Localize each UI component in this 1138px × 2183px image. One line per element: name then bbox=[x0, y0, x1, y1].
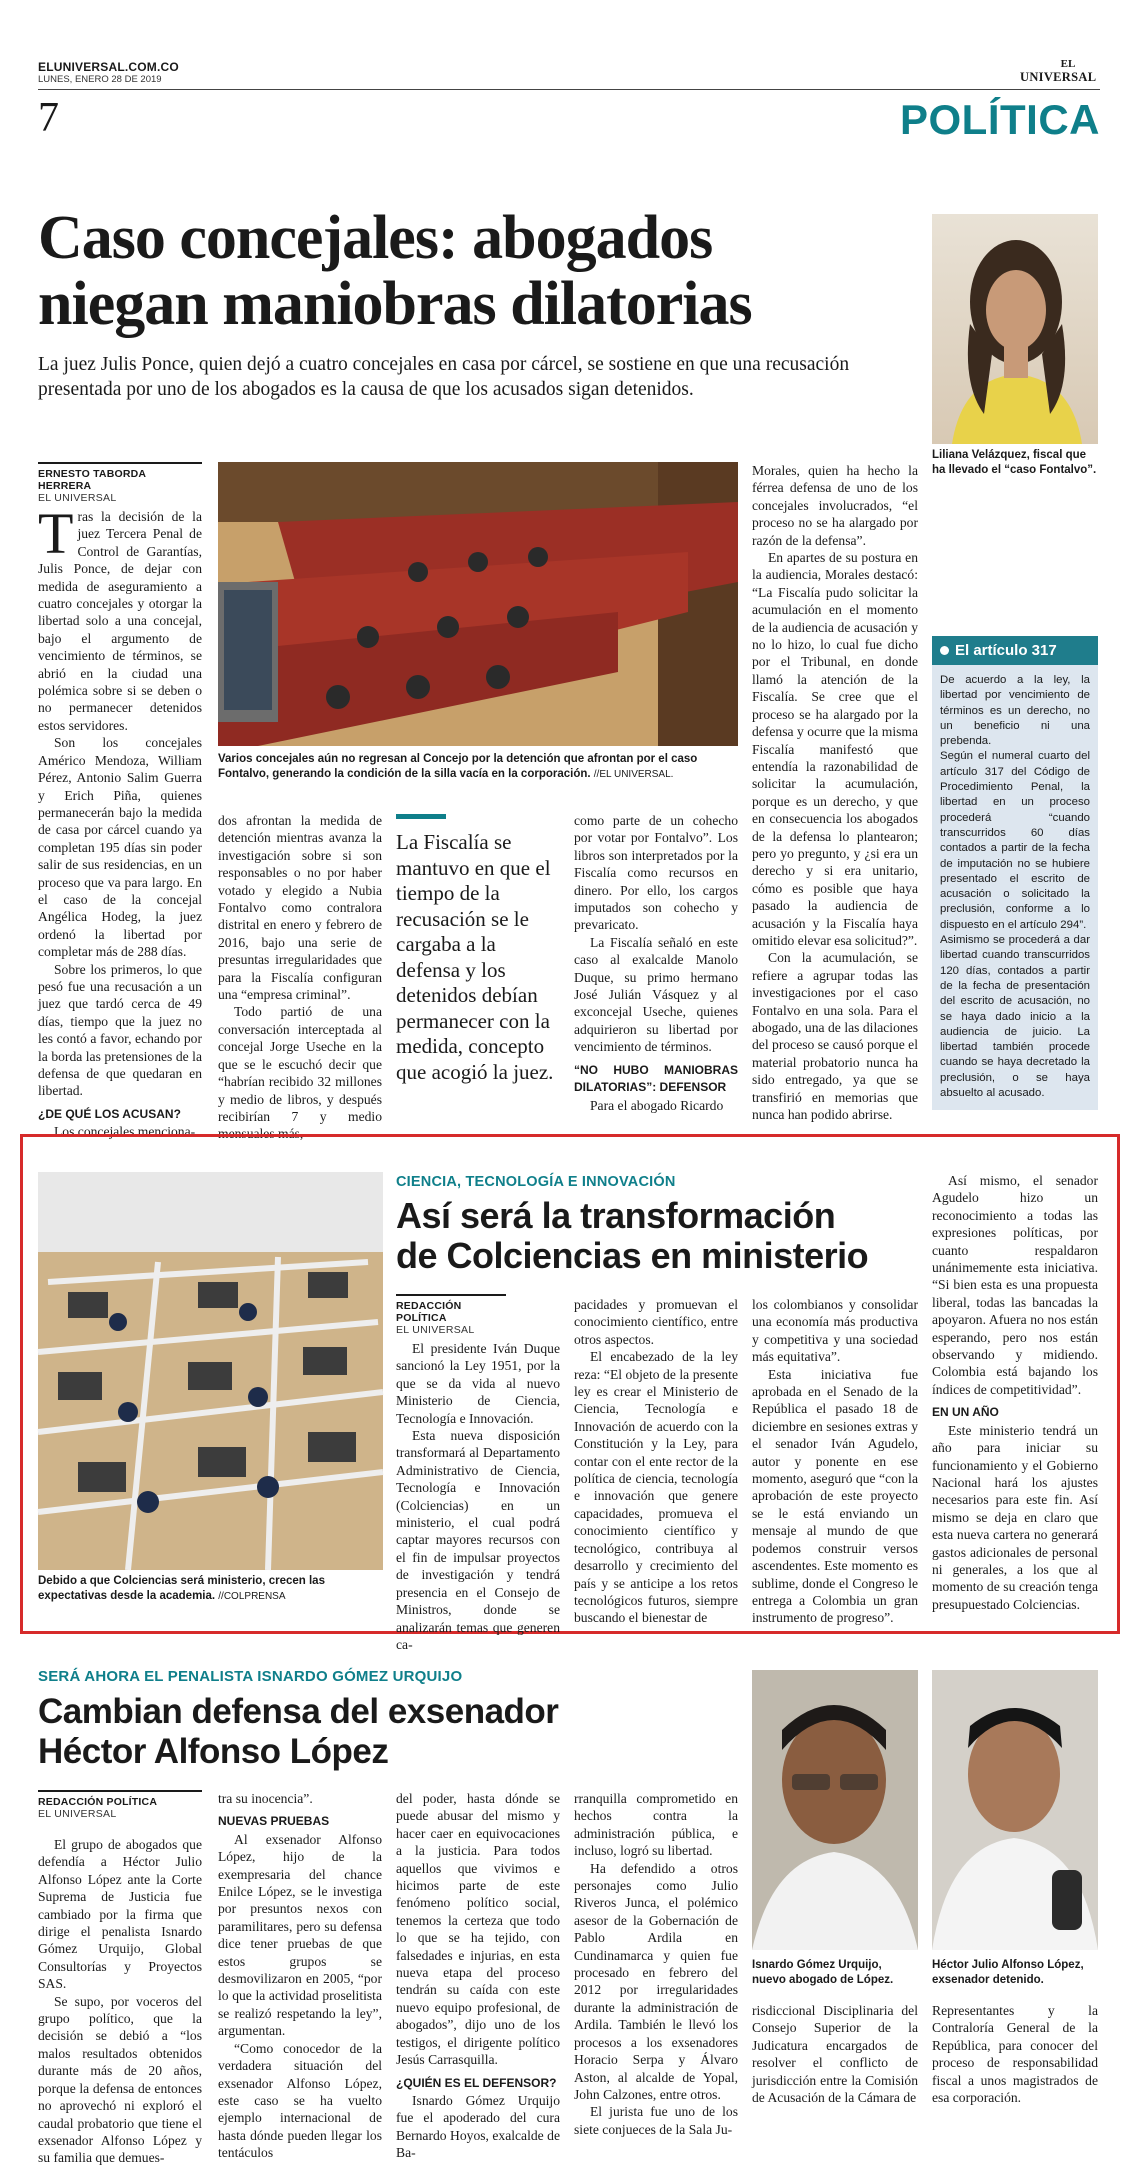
bullet-icon bbox=[940, 646, 949, 655]
story2-byline: REDACCIÓN POLÍTICA EL UNIVERSAL bbox=[396, 1294, 506, 1336]
story2-column-1: El presidente Iván Duque sancionó la Ley 1951, por la que se da vida al nuevo Ministerio de Ciencia, Tecnología e Innovación. Esta nueva disposición transformará al Departamento Administrativo de Ciencia, Tecnología e Innovación (Colciencias) en un ministerio, el cual podrá captar mayores recursos con el fin de impulsar proyectos de investigación y tendrá presencia en el Consejo de Ministros, donde se analizarán temas que generen ca- bbox=[396, 1341, 560, 1652]
hector-caption: Héctor Julio Alfonso López, exsenador detenido. bbox=[932, 1959, 1084, 1986]
story3-headline: Cambian defensa del exsenador Héctor Alfonso López bbox=[38, 1692, 559, 1771]
story1-deck: La juez Julis Ponce, quien dejó a cuatro concejales en casa por cárcel, se sostiene en que una recusación presentada por uno de los abogados es la causa de que los acusados sigan detenidos. bbox=[38, 354, 850, 400]
header-rule bbox=[38, 89, 1100, 90]
pullquote-rule bbox=[396, 814, 446, 819]
council-chamber-photo bbox=[218, 462, 738, 746]
story2-column-2: pacidades y promuevan el conocimiento científico, entre otros aspectos. El encabezado de la ley reza: “El objeto de la presente ley es crear el Ministerio de Ciencia, Tecnología e Innovación de acuerdo con la Constitución y la Ley, para contar con el ente rector de la política de ciencia, tecnología e innovación que genere capacidades, promueva el conocimiento científico y tecnológico, contribuya al desarrollo y crecimiento del país y se anticipe a los retos tecnológicos futuros, siempre buscando el bienestar de bbox=[574, 1297, 738, 1626]
logo-top: EL bbox=[1060, 58, 1076, 70]
page-number: 7 bbox=[38, 95, 59, 141]
article-317-sidebar bbox=[932, 636, 1098, 1110]
story1-column-2: dos afrontan la medida de detención mientras avanza la investigación sobre si son responsables o no por haber votado y elegido a Nubia Fontalvo como contralora distrital en enero y febrero de 2016, bajo una serie de presuntas irregularidades que para la Fiscalía configuran una “empresa criminal”. Todo partió de una conversación interceptada al concejal Jorge Useche en la que se le escuchó decir que “habrían recibido 32 millones y medio de libros, y después recibirían 7 y medio mensuales más, bbox=[218, 813, 382, 1142]
isnardo-gomez-photo bbox=[752, 1670, 918, 1950]
portrait-caption: Liliana Velázquez, fiscal que ha llevado el “caso Fontalvo”. bbox=[932, 449, 1097, 476]
site-name: ELUNIVERSAL.COM.CO bbox=[38, 60, 179, 74]
sidebar-body: De acuerdo a la ley, la libertad por vencimiento de términos es un derecho, no un beneficio ni una prebenda. Según el numeral cuarto del artículo 317 del Código de Procedimiento Penal, la libertad en un proceso procederá “cuando transcurridos 60 días contados a partir de la fecha de imputación no se hubiere presentado el escrito de acusación o solicitado la preclusión, conforme a lo dispuesto en el artículo 294”. Asimismo se procederá a dar libertad cuando transcurridos 120 días, contados a partir de la fecha de presentación del escrito de acusación, no se haya dado inicio a la audiencia de juicio. La libertad también procede cuando se haya decretado la preclusión, o se haya absuelto al acusado. bbox=[940, 674, 1090, 1100]
story2-headline: Así será la transformación de Colciencias en ministerio bbox=[396, 1195, 869, 1276]
story3-byline: REDACCIÓN POLÍTICA EL UNIVERSAL bbox=[38, 1790, 202, 1820]
section-title: POLÍTICA bbox=[900, 96, 1100, 143]
story1-column-1: Tras la decisión de la juez Tercera Penal de Control de Garantías, Julis Ponce, de dejar con medida de aseguramiento a cuatro concejales y otorgar la libertad solo a una concejal, bajo el argumento de vencimiento de términos, se abrió en la ciudad una polémica sobre si se deben o no permanecer detenidos estos servidores. Son los concejales Américo Mendoza, William Pérez, Antonio Salim Guerra y Erich Piña, quienes permanecerán bajo la medida de casa por cárcel cuando ya completan 195 días sin poder salir de sus residencias, en un proceso que va para largo. En el caso de la concejal Angélica Hodeg, la juez ordenó la libertad por completar más de 288 días. Sobre los primeros, lo que pesó fue una recusación a un juez que tardó cerca de 49 días, tiempo que la juez no les contó a favor, echando por la borda las pretensiones de la defensa de que quedaran en libertad. ¿DE QUÉ LOS ACUSAN? Los concejales menciona- bbox=[38, 501, 202, 1140]
story2-column-4: Así mismo, el senador Agudelo hizo un reconocimiento a todas las expresiones políticas, por cuanto respaldaron unánimemente esta iniciativa. “Si bien esta es una propuesta liberal, todas las bancadas la apoyaron. Afuera no nos están esperando, pero nos están observando y midiendo. Colombia está bajando los índices de competitividad”. EN UN AÑO Este ministerio tendrá un año para iniciar su funcionamiento y el Gobierno Nacional hará los ajustes necesarios para este fin. Así mismo se deja en claro que esta nueva cartera no generará gastos adicionales de personal ni generales, a los que al momento de su creación tenga presupuestado Colciencias. bbox=[932, 1173, 1098, 1612]
logo-bottom: UNIVERSAL bbox=[1020, 70, 1097, 84]
story2-column-3: los colombianos y consolidar una economía más productiva y competitiva y una sociedad más equitativa”. Esta iniciativa fue aprobada en el Senado de la República el pasado 18 de diciembre en sesiones extras y el senador Iván Agudelo, autor y ponente en ese momento, aseguró que “con la aprobación de este proyecto se le está enviando un mensaje al mundo de que podemos construir versos ascendentes. Este momento es sublime, donde el Congreso le entrega a Colombia un gran instrumento de progreso”. bbox=[752, 1297, 918, 1626]
sidebar-header: El artículo 317 bbox=[932, 636, 1098, 665]
colciencias-office-photo bbox=[38, 1172, 383, 1570]
story1-headline: Caso concejales: abogados niegan maniobras dilatorias bbox=[38, 204, 752, 338]
story2-photo-caption: Debido a que Colciencias será ministerio, crecen las expectativas desde la academia. //COLPRENSA bbox=[38, 1575, 325, 1602]
portrait-photo-liliana bbox=[932, 214, 1098, 444]
pullquote: La Fiscalía se mantuvo en que el tiempo de la recusación se le cargaba a la defensa y los detenidos debían permanecer con la medida, concepto que acogió la juez. bbox=[396, 830, 554, 1084]
dropcap: T bbox=[38, 501, 74, 566]
story3-kicker: SERÁ AHORA EL PENALISTA ISNARDO GÓMEZ URQUIJO bbox=[38, 1668, 463, 1685]
story3-column-2: tra su inocencia”. NUEVAS PRUEBAS Al exsenador Alfonso López, hijo de la exempresaria del chance Enilce López, se le investiga por presuntos nexos con paramilitares, pero su defensa dice tener pruebas de que estos grupos se desmovilizaron en 2005, “por lo que la actividad proselitista se realizó respetando la ley”, argumentan. “Como conocedor de la verdadera situación del exsenador Alfonso López, este caso se ha vuelto ejemplo internacional de hasta dónde pueden llegar los tentáculos bbox=[218, 1791, 382, 2161]
story3-column-1: El grupo de abogados que defendía a Héctor Julio Alfonso López ante la Corte Suprema de Justicia fue cambiado por la firma que dirige el penalista Isnardo Gómez Urquijo, Global Consultorías y Proyectos SAS. Se supo, por voceros del grupo político, que la decisión se debió a “los malos resultados obtenidos durante más de 20 años, porque la defensa de entonces no aprovechó ni exploró el caudal probatorio que tiene el exsenador Alfonso López y su familia que demues- bbox=[38, 1837, 202, 2166]
story3-column-3: del poder, hasta dónde se puede abusar del mismo y hacer caer en equivocaciones a la justicia. Para todos aquellos que vivimos e hicimos parte de este fenómeno político social, tenemos la certeza que todo lo que se ha tejido, con falsedades e injurias, en esta nueva etapa del proceso tendrán su caída con este nuevo equipo profesional, de abogados”, dijo uno de los testigos, el dirigente político Jesús Carrasquilla. ¿QUIÉN ES EL DEFENSOR? Isnardo Gómez Urquijo fue el apoderado del cura Bernardo Hoyos, exalcalde de Ba- bbox=[396, 1791, 560, 2161]
story1-byline: ERNESTO TABORDA HERRERA EL UNIVERSAL bbox=[38, 462, 202, 504]
issue-date: LUNES, ENERO 28 DE 2019 bbox=[38, 74, 162, 85]
story2-kicker: CIENCIA, TECNOLOGÍA E INNOVACIÓN bbox=[396, 1174, 676, 1190]
story3-column-5: risdiccional Disciplinaria del Consejo Superior de la Judicatura encargados de resolver el conflicto de jurisdicción entre la Comisión de Acusación de la Cámara de bbox=[752, 2003, 918, 2106]
story1-column-5: Morales, quien ha hecho la férrea defensa de uno de los concejales involucrados, “el proceso no se ha alargado por razón de la defensa”. En apartes de su postura en la audiencia, Morales destacó: “La Fiscalía pudo solicitar la acumulación en el momento de la audiencia de acusación y no lo hizo, lo cual fue dicho por el Tribunal, en donde llamó la atención de la Fiscalía. Se cree que el proceso se ha alargado por la defensa y ocurre que la misma Fiscalía manifestó que entendía la razonabilidad de solicitar la acumulación, porque es un derecho, y que en consecuencia los abogados de la defensa lo plantearon; pero yo pregunto, y ¿si era un derecho y si era unitario, cómo es posible que haya pasado la audiencia de acusación y la Fiscalía haya omitido elevar esa solicitud?”. Con la acumulación, se refiere a agrupar todas las investigaciones por el caso Fontalvo en una sola. Para el abogado, una de las dilaciones del proceso se causó porque el material probatorio nunca ha sido entregado, ya que se transfirió en memorias que nunca han podido abrirse. bbox=[752, 463, 918, 1123]
story1-column-4: como parte de un cohecho por votar por Fontalvo”. Los libros son interpretados por la Fiscalía como recursos en dinero. Por ello, los cargos imputados son cohecho y prevaricato. La Fiscalía señaló en este caso al exalcalde Manolo Duque, su primo hermano José Julián Vásquez y al exconcejal Useche, quienes adquirieron su libertad por vencimiento de términos. “NO HUBO MANIOBRAS DILATORIAS”: DEFENSOR Para el abogado Ricardo bbox=[574, 813, 738, 1113]
story1-photo-caption: Varios concejales aún no regresan al Concejo por la detención que afrontan por el caso Fontalvo, generando la condición de la silla vacía en la corporación. //EL UNIVERSAL. bbox=[218, 753, 698, 780]
story3-column-6: Representantes y la Contraloría General de la República, para conocer del proceso de responsabilidad fiscal a unos magistrados de esa corporación. bbox=[932, 2003, 1098, 2106]
isnardo-caption: Isnardo Gómez Urquijo, nuevo abogado de López. bbox=[752, 1959, 894, 1986]
hector-lopez-photo bbox=[932, 1670, 1098, 1950]
story3-column-4: rranquilla comprometido en hechos contra la administración pública, e incluso, logró su libertad. Ha defendido a otros personajes como Julio Riveros Junca, el polémico asesor de la Gobernación de Pablo Ardila en Cundinamarca y quien fue procesado en febrero del 2012 por irregularidades durante la administración de Ardila. También le llevó los procesos a los exsenadores Horacio Serpa y Álvaro Aston, al alcalde de Yopal, John Calzones, entre otros. El jurista fue uno de los siete conjueces de la Sala Ju- bbox=[574, 1791, 738, 2137]
